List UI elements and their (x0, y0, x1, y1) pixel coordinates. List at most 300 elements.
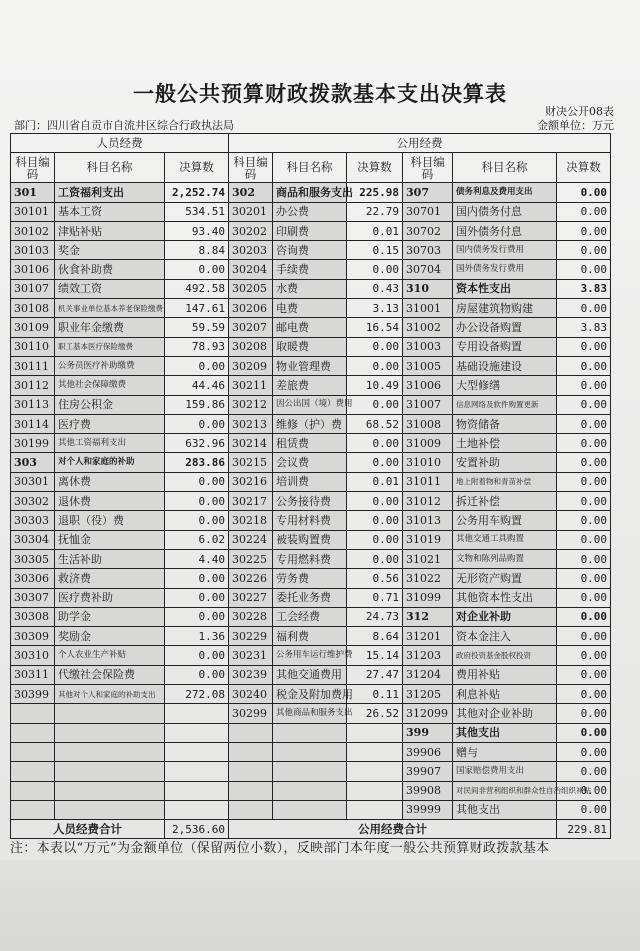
cell-code: 30106 (11, 260, 55, 279)
table-row (11, 492, 611, 511)
cell-amount: 0.00 (557, 221, 611, 240)
cell-name: 培训费 (273, 472, 347, 491)
cell-amount: 0.01 (347, 472, 403, 491)
cell-amount: 534.51 (165, 202, 229, 221)
col-header-name: 科目名称 (453, 153, 557, 183)
cell-code: 30203 (229, 241, 273, 260)
cell-code: 30103 (11, 241, 55, 260)
cell-name: 福利费 (273, 627, 347, 646)
cell-amount: 0.00 (557, 453, 611, 472)
cell-code: 31021 (403, 549, 453, 568)
cell-name: 政府投资基金股权投资 (453, 646, 557, 665)
col-header-name: 科目名称 (273, 153, 347, 183)
cell-code: 30208 (229, 337, 273, 356)
cell-name: 信息网络及软件购置更新 (453, 395, 557, 414)
cell-amount: 0.00 (557, 434, 611, 453)
cell-code: 31012 (403, 492, 453, 511)
cell-amount: 4.40 (165, 549, 229, 568)
table-row (11, 762, 611, 781)
col-header-amount: 决算数 (165, 153, 229, 183)
cell-amount (347, 723, 403, 742)
cell-code (11, 762, 55, 781)
cell-amount (165, 704, 229, 723)
cell-code: 30399 (11, 685, 55, 704)
cell-amount: 0.00 (557, 781, 611, 800)
cell-code: 30703 (403, 241, 453, 260)
cell-code (229, 781, 273, 800)
table-row (11, 241, 611, 260)
cell-amount: 1.36 (165, 627, 229, 646)
cell-amount (347, 762, 403, 781)
table-row (11, 183, 611, 202)
cell-amount: 0.00 (347, 337, 403, 356)
expenditure-table (10, 133, 611, 839)
cell-name: 被装购置费 (273, 530, 347, 549)
cell-amount: 0.00 (557, 395, 611, 414)
cell-name: 基本工资 (55, 202, 165, 221)
cell-name: 商品和服务支出 (273, 183, 347, 202)
cell-name (55, 742, 165, 761)
cell-name: 咨询费 (273, 241, 347, 260)
cell-code: 30301 (11, 472, 55, 491)
cell-code: 30228 (229, 607, 273, 626)
cell-name: 公务用车运行维护费 (273, 646, 347, 665)
cell-code: 30303 (11, 511, 55, 530)
cell-name (273, 781, 347, 800)
cell-code: 30217 (229, 492, 273, 511)
cell-code: 30212 (229, 395, 273, 414)
cell-code: 30306 (11, 569, 55, 588)
cell-name: 安置补助 (453, 453, 557, 472)
cell-name: 差旅费 (273, 376, 347, 395)
cell-amount: 3.83 (557, 318, 611, 337)
cell-name: 其他社会保障缴费 (55, 376, 165, 395)
table-row (11, 434, 611, 453)
cell-code: 30305 (11, 549, 55, 568)
cell-name: 对企业补助 (453, 607, 557, 626)
cell-code: 31013 (403, 511, 453, 530)
table-row (11, 356, 611, 375)
total-public-value: 229.81 (557, 820, 611, 839)
cell-amount: 0.00 (557, 472, 611, 491)
cell-amount: 0.00 (557, 414, 611, 433)
cell-code: 30311 (11, 665, 55, 684)
table-row (11, 627, 611, 646)
cell-code: 30239 (229, 665, 273, 684)
cell-code (11, 742, 55, 761)
cell-code: 31005 (403, 356, 453, 375)
cell-code: 30108 (11, 299, 55, 318)
cell-code: 399 (403, 723, 453, 742)
cell-code: 312 (403, 607, 453, 626)
cell-amount (165, 723, 229, 742)
cell-code: 30211 (229, 376, 273, 395)
cell-name: 工资福利支出 (55, 183, 165, 202)
cell-code: 31204 (403, 665, 453, 684)
cell-name: 医疗费补助 (55, 588, 165, 607)
cell-amount: 3.83 (557, 279, 611, 298)
footnote: 注：本表以“万元”为金额单位（保留两位小数），反映部门本年度一般公共预算财政拨款基本 (10, 841, 550, 856)
cell-code: 301 (11, 183, 55, 202)
cell-code: 30308 (11, 607, 55, 626)
cell-amount: 225.98 (347, 183, 403, 202)
cell-code: 30299 (229, 704, 273, 723)
cell-name: 地上附着物和青苗补偿 (453, 472, 557, 491)
cell-name: 津贴补贴 (55, 221, 165, 240)
table-row (11, 453, 611, 472)
cell-name: 奖金 (55, 241, 165, 260)
cell-name: 其他支出 (453, 800, 557, 819)
cell-amount: 24.73 (347, 607, 403, 626)
cell-amount: 22.79 (347, 202, 403, 221)
cell-amount: 0.00 (557, 742, 611, 761)
cell-name: 救济费 (55, 569, 165, 588)
cell-code: 31019 (403, 530, 453, 549)
cell-name: 职业年金缴费 (55, 318, 165, 337)
cell-amount: 0.00 (557, 685, 611, 704)
cell-code: 39907 (403, 762, 453, 781)
cell-code: 31007 (403, 395, 453, 414)
cell-code: 31008 (403, 414, 453, 433)
table-row (11, 742, 611, 761)
cell-name: 国外债务发行费用 (453, 260, 557, 279)
cell-amount: 0.00 (557, 299, 611, 318)
cell-code: 30240 (229, 685, 273, 704)
cell-amount: 0.00 (165, 569, 229, 588)
cell-name: 个人农业生产补贴 (55, 646, 165, 665)
cell-amount: 272.08 (165, 685, 229, 704)
cell-amount: 0.00 (557, 337, 611, 356)
table-row (11, 395, 611, 414)
cell-name: 伙食补助费 (55, 260, 165, 279)
cell-code (229, 723, 273, 742)
cell-name: 抚恤金 (55, 530, 165, 549)
cell-name: 助学金 (55, 607, 165, 626)
cell-name: 对民间非营利组织和群众性自治组织补贴 (453, 781, 557, 800)
col-header-code: 科目编码 (403, 153, 453, 183)
cell-code: 30110 (11, 337, 55, 356)
cell-name: 邮电费 (273, 318, 347, 337)
cell-code: 31205 (403, 685, 453, 704)
cell-name: 会议费 (273, 453, 347, 472)
table-row (11, 588, 611, 607)
cell-code: 30215 (229, 453, 273, 472)
cell-amount: 0.00 (557, 588, 611, 607)
cell-amount: 159.86 (165, 395, 229, 414)
cell-amount: 283.86 (165, 453, 229, 472)
cell-name: 赠与 (453, 742, 557, 761)
cell-code: 39908 (403, 781, 453, 800)
cell-name: 利息补贴 (453, 685, 557, 704)
cell-code (11, 723, 55, 742)
cell-amount: 59.59 (165, 318, 229, 337)
cell-amount: 0.00 (557, 241, 611, 260)
cell-amount: 27.47 (347, 665, 403, 684)
cell-code (229, 742, 273, 761)
cell-name: 专用材料费 (273, 511, 347, 530)
cell-amount: 68.52 (347, 414, 403, 433)
cell-name: 绩效工资 (55, 279, 165, 298)
table-row (11, 704, 611, 723)
cell-code: 30213 (229, 414, 273, 433)
cell-name: 公务员医疗补助缴费 (55, 356, 165, 375)
total-personnel-label: 人员经费合计 (11, 820, 165, 839)
cell-amount: 0.00 (347, 260, 403, 279)
cell-name (273, 800, 347, 819)
cell-name (55, 762, 165, 781)
cell-code: 31022 (403, 569, 453, 588)
cell-code: 30216 (229, 472, 273, 491)
cell-name: 大型修缮 (453, 376, 557, 395)
cell-name: 生活补助 (55, 549, 165, 568)
cell-code: 39999 (403, 800, 453, 819)
cell-name: 无形资产购置 (453, 569, 557, 588)
table-row (11, 685, 611, 704)
table-row (11, 221, 611, 240)
table-row (11, 376, 611, 395)
table-row (11, 279, 611, 298)
cell-amount: 0.00 (165, 665, 229, 684)
cell-amount: 492.58 (165, 279, 229, 298)
cell-name (55, 800, 165, 819)
cell-code: 30205 (229, 279, 273, 298)
total-personnel-value: 2,536.60 (165, 820, 229, 839)
cell-code: 31099 (403, 588, 453, 607)
cell-name: 租赁费 (273, 434, 347, 453)
cell-amount: 0.11 (347, 685, 403, 704)
table-row (11, 472, 611, 491)
table-row (11, 781, 611, 800)
cell-name (273, 742, 347, 761)
cell-name: 税金及附加费用 (273, 685, 347, 704)
cell-amount: 0.00 (557, 704, 611, 723)
cell-amount: 0.00 (557, 627, 611, 646)
cell-name: 资本金注入 (453, 627, 557, 646)
cell-name: 代缴社会保险费 (55, 665, 165, 684)
cell-amount: 0.00 (347, 530, 403, 549)
cell-code: 30310 (11, 646, 55, 665)
cell-amount: 0.56 (347, 569, 403, 588)
col-header-code: 科目编码 (11, 153, 55, 183)
cell-name: 职工基本医疗保险缴费 (55, 337, 165, 356)
cell-code: 307 (403, 183, 453, 202)
cell-amount: 0.00 (557, 569, 611, 588)
table-row (11, 607, 611, 626)
cell-code: 30218 (229, 511, 273, 530)
cell-amount: 0.71 (347, 588, 403, 607)
cell-amount: 0.00 (557, 723, 611, 742)
cell-name: 房屋建筑物购建 (453, 299, 557, 318)
cell-amount: 44.46 (165, 376, 229, 395)
cell-code (229, 800, 273, 819)
cell-name: 水费 (273, 279, 347, 298)
cell-code: 30214 (229, 434, 273, 453)
cell-amount: 2,252.74 (165, 183, 229, 202)
cell-amount: 0.00 (557, 800, 611, 819)
cell-name (55, 781, 165, 800)
cell-amount: 0.00 (557, 492, 611, 511)
cell-name: 土地补偿 (453, 434, 557, 453)
cell-name: 退休费 (55, 492, 165, 511)
cell-code: 30209 (229, 356, 273, 375)
cell-code: 39906 (403, 742, 453, 761)
cell-amount: 0.00 (165, 472, 229, 491)
cell-amount: 6.02 (165, 530, 229, 549)
cell-amount: 15.14 (347, 646, 403, 665)
cell-code: 30113 (11, 395, 55, 414)
cell-code: 30227 (229, 588, 273, 607)
cell-amount: 0.00 (347, 453, 403, 472)
cell-amount: 0.00 (557, 260, 611, 279)
cell-amount: 632.96 (165, 434, 229, 453)
cell-code: 30199 (11, 434, 55, 453)
cell-name: 工会经费 (273, 607, 347, 626)
cell-code: 31009 (403, 434, 453, 453)
cell-amount: 0.00 (165, 356, 229, 375)
col-header-amount: 决算数 (347, 153, 403, 183)
table-row (11, 260, 611, 279)
cell-name: 国内债务发行费用 (453, 241, 557, 260)
cell-code: 31006 (403, 376, 453, 395)
section-public-header: 公用经费 (229, 134, 611, 153)
cell-code: 310 (403, 279, 453, 298)
cell-name: 国内债务付息 (453, 202, 557, 221)
cell-name: 专用设备购置 (453, 337, 557, 356)
cell-code (11, 800, 55, 819)
cell-amount: 0.00 (557, 646, 611, 665)
cell-code: 30107 (11, 279, 55, 298)
page-title: 一般公共预算财政拨款基本支出决算表 (133, 81, 507, 106)
cell-name: 物资储备 (453, 414, 557, 433)
cell-code: 31001 (403, 299, 453, 318)
table-row (11, 723, 611, 742)
cell-name: 其他交通费用 (273, 665, 347, 684)
cell-name: 债务利息及费用支出 (453, 183, 557, 202)
cell-amount: 0.00 (165, 646, 229, 665)
cell-amount: 0.00 (347, 549, 403, 568)
cell-name: 医疗费 (55, 414, 165, 433)
cell-amount: 0.00 (557, 762, 611, 781)
cell-amount: 0.00 (557, 183, 611, 202)
cell-name: 国外债务付息 (453, 221, 557, 240)
table-row (11, 530, 611, 549)
table-row (11, 337, 611, 356)
amount-unit: 金额单位：万元 (537, 119, 614, 132)
cell-code: 30226 (229, 569, 273, 588)
table-row (11, 800, 611, 819)
cell-amount: 78.93 (165, 337, 229, 356)
cell-amount: 0.00 (557, 549, 611, 568)
cell-amount (347, 742, 403, 761)
cell-code: 30231 (229, 646, 273, 665)
cell-amount: 0.00 (165, 414, 229, 433)
cell-amount: 0.00 (557, 607, 611, 626)
cell-name: 取暖费 (273, 337, 347, 356)
cell-code (229, 762, 273, 781)
cell-amount: 8.84 (165, 241, 229, 260)
cell-name: 公务用车购置 (453, 511, 557, 530)
cell-name: 委托业务费 (273, 588, 347, 607)
cell-amount (347, 781, 403, 800)
cell-amount: 0.00 (347, 356, 403, 375)
cell-code: 312099 (403, 704, 453, 723)
cell-amount (165, 800, 229, 819)
cell-amount: 0.15 (347, 241, 403, 260)
cell-name: 资本性支出 (453, 279, 557, 298)
cell-amount: 0.00 (347, 395, 403, 414)
cell-code: 30225 (229, 549, 273, 568)
cell-amount (165, 742, 229, 761)
cell-code: 30101 (11, 202, 55, 221)
cell-amount: 0.00 (165, 492, 229, 511)
cell-name (273, 762, 347, 781)
cell-amount: 10.49 (347, 376, 403, 395)
cell-amount: 0.00 (557, 356, 611, 375)
cell-amount: 0.00 (557, 511, 611, 530)
cell-name: 物业管理费 (273, 356, 347, 375)
cell-code: 31203 (403, 646, 453, 665)
cell-amount: 3.13 (347, 299, 403, 318)
cell-amount: 0.00 (165, 588, 229, 607)
cell-amount: 26.52 (347, 704, 403, 723)
cell-amount: 8.64 (347, 627, 403, 646)
col-header-name: 科目名称 (55, 153, 165, 183)
table-body (11, 183, 611, 820)
table-row (11, 414, 611, 433)
cell-code: 31201 (403, 627, 453, 646)
cell-code: 30201 (229, 202, 273, 221)
cell-amount: 0.00 (165, 511, 229, 530)
table-row (11, 202, 611, 221)
cell-amount: 0.00 (347, 492, 403, 511)
cell-code: 30224 (229, 530, 273, 549)
cell-code: 30307 (11, 588, 55, 607)
cell-amount: 0.00 (165, 607, 229, 626)
cell-name: 手续费 (273, 260, 347, 279)
cell-code: 30102 (11, 221, 55, 240)
cell-name: 办公设备购置 (453, 318, 557, 337)
col-header-code: 科目编码 (229, 153, 273, 183)
table-row (11, 646, 611, 665)
cell-code: 30702 (403, 221, 453, 240)
cell-amount: 0.00 (557, 376, 611, 395)
cell-code: 30111 (11, 356, 55, 375)
cell-code: 30704 (403, 260, 453, 279)
cell-code: 30207 (229, 318, 273, 337)
cell-code: 31003 (403, 337, 453, 356)
cell-amount (165, 762, 229, 781)
cell-code: 30114 (11, 414, 55, 433)
cell-amount: 0.00 (347, 511, 403, 530)
cell-name: 劳务费 (273, 569, 347, 588)
cell-name: 其他资本性支出 (453, 588, 557, 607)
cell-amount: 0.00 (557, 530, 611, 549)
cell-code: 31010 (403, 453, 453, 472)
cell-name: 机关事业单位基本养老保险缴费 (55, 299, 165, 318)
cell-amount: 147.61 (165, 299, 229, 318)
cell-name: 其他对个人和家庭的补助支出 (55, 685, 165, 704)
table-row (11, 569, 611, 588)
cell-code: 303 (11, 453, 55, 472)
cell-code (11, 704, 55, 723)
cell-amount: 0.00 (557, 202, 611, 221)
table-row (11, 665, 611, 684)
cell-code: 30302 (11, 492, 55, 511)
cell-amount: 0.01 (347, 221, 403, 240)
cell-name: 其他工资福利支出 (55, 434, 165, 453)
cell-amount (347, 800, 403, 819)
cell-name (55, 723, 165, 742)
